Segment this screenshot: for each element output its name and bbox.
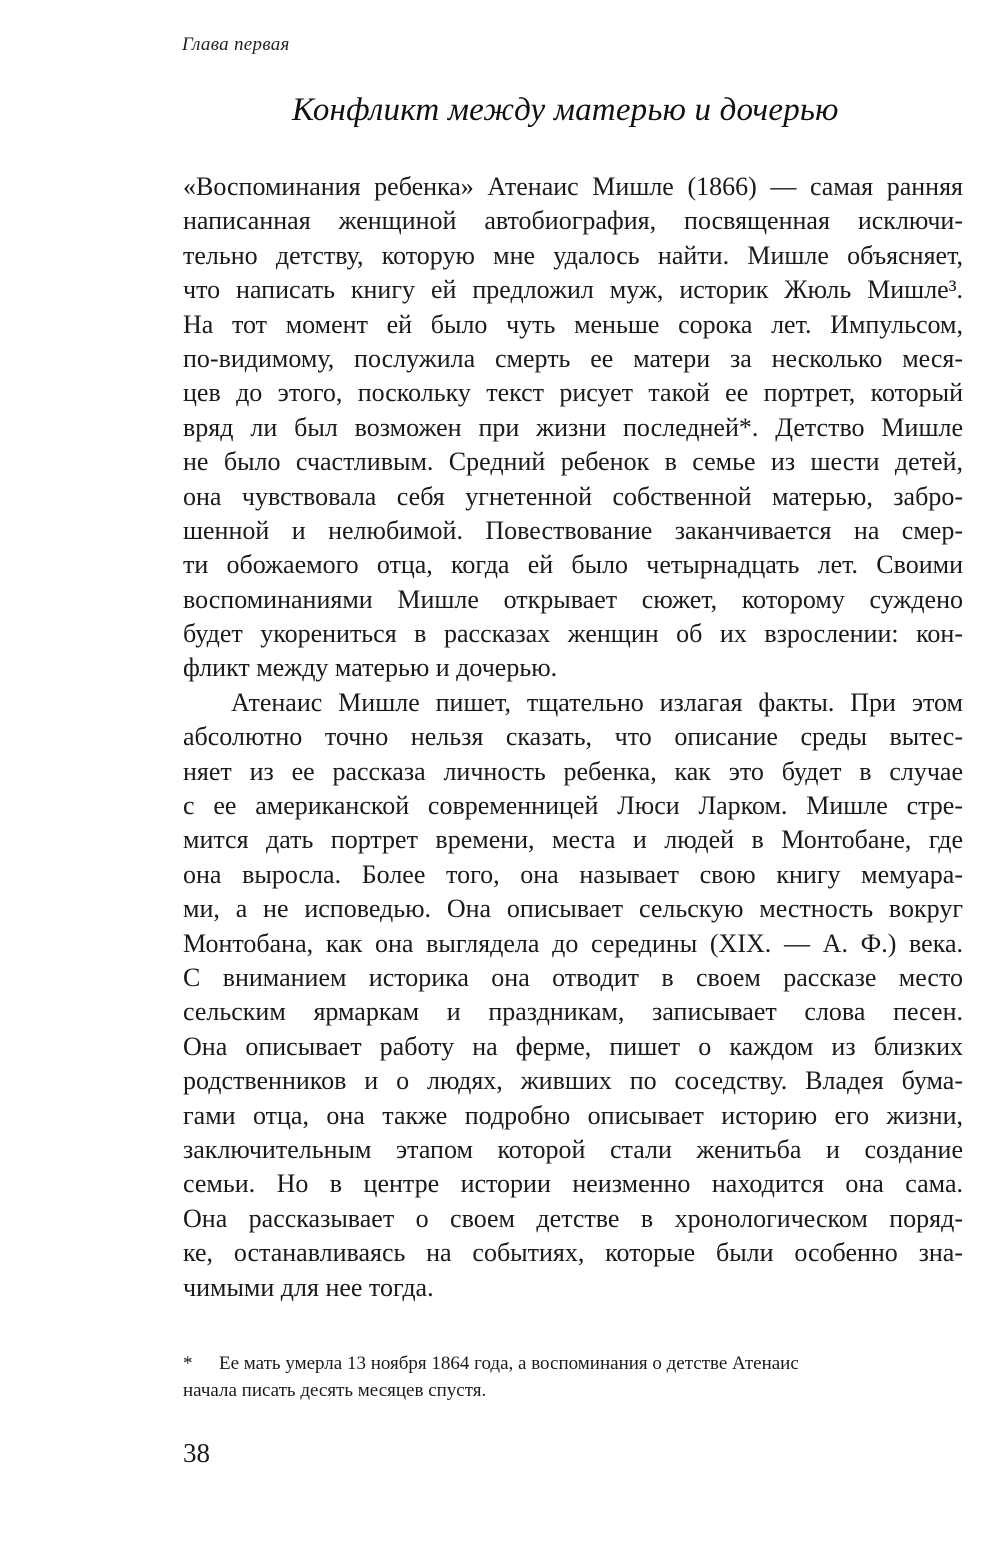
text-line: абсолютно точно нельзя сказать, что описание среды вытес- — [183, 722, 963, 752]
text-line: будет укорениться в рассказах женщин об их взрослении: кон- — [183, 619, 963, 649]
text-line: она чувствовала себя угнетенной собственной матерью, забро- — [183, 481, 963, 511]
text-line: мится дать портрет времени, места и людей в Монтобане, где — [183, 825, 963, 855]
text-line: «Воспоминания ребенка» Атенаис Мишле (1866) — самая ранняя — [183, 172, 963, 201]
text-line: написанная женщиной автобиография, посвященная исключи- — [183, 206, 963, 236]
text-line: вряд ли был возможен при жизни последней*. Детство Мишле — [183, 412, 963, 442]
text-line: На тот момент ей было чуть меньше сорока лет. Импульсом, — [183, 309, 963, 339]
footnote-line: начала писать десять месяцев спустя. — [183, 1380, 487, 1401]
page-number: 38 — [183, 1438, 210, 1468]
footnote-text: Ее мать умерла 13 ноября 1864 года, а воспоминания о детстве Атенаис — [219, 1353, 799, 1374]
text-line: тельно детству, которую мне удалось найти. Мишле объясняет, — [183, 240, 963, 270]
text-line: по-видимому, послужила смерть ее матери за несколько меся- — [183, 343, 963, 373]
text-line: ми, а не исповедью. Она описывает сельскую местность вокруг — [183, 894, 963, 924]
text-line: гами отца, она также подробно описывает историю его жизни, — [183, 1100, 963, 1130]
text-line: что написать книгу ей предложил муж, историк Жюль Мишле³. — [183, 275, 963, 305]
text-line: Она описывает работу на ферме, пишет о каждом из близких — [183, 1031, 963, 1061]
footnote-marker: * — [183, 1353, 193, 1374]
text-line: семьи. Но в центре истории неизменно находится она сама. — [183, 1169, 963, 1199]
text-line: с ее американской современницей Люси Ларком. Мишле стре- — [183, 791, 963, 821]
text-line: Она рассказывает о своем детстве в хронологическом поряд- — [183, 1203, 963, 1233]
footnote — [183, 1350, 963, 1404]
text-line: сельским ярмаркам и праздникам, записывает слова песен. — [183, 997, 963, 1027]
running-head: Глава первая — [182, 34, 290, 55]
text-line: фликт между матерью и дочерью. — [183, 653, 558, 683]
footnote-line — [183, 1350, 963, 1377]
text-line: не было счастливым. Средний ребенок в семье из шести детей, — [183, 447, 963, 477]
text-line: шенной и нелюбимой. Повествование заканчивается на смер- — [183, 515, 963, 545]
text-line: чимыми для нее тогда. — [183, 1272, 434, 1302]
text-line: цев до этого, поскольку текст рисует такой ее портрет, который — [183, 378, 963, 408]
text-line: она выросла. Более того, она называет свою книгу мемуара- — [183, 859, 963, 889]
text-line: няет из ее рассказа личность ребенка, как это будет в случае — [183, 756, 963, 786]
body-text — [183, 170, 963, 1305]
text-line: С вниманием историка она отводит в своем рассказе место — [183, 962, 963, 992]
text-line: ке, останавливаясь на событиях, которые были особенно зна- — [183, 1238, 963, 1268]
section-title: Конфликт между матерью и дочерью — [292, 92, 839, 128]
text-line: воспоминаниями Мишле открывает сюжет, которому суждено — [183, 584, 963, 614]
text-line: родственников и о людях, живших по соседству. Владея бума- — [183, 1066, 963, 1096]
text-line: ти обожаемого отца, когда ей было четырнадцать лет. Своими — [183, 550, 963, 580]
text-line: Атенаис Мишле пишет, тщательно излагая факты. При этом — [231, 687, 963, 717]
text-line: Монтобана, как она выглядела до середины (XIX. — А. Ф.) века. — [183, 928, 963, 958]
text-line: заключительным этапом которой стали женитьба и создание — [183, 1134, 963, 1164]
